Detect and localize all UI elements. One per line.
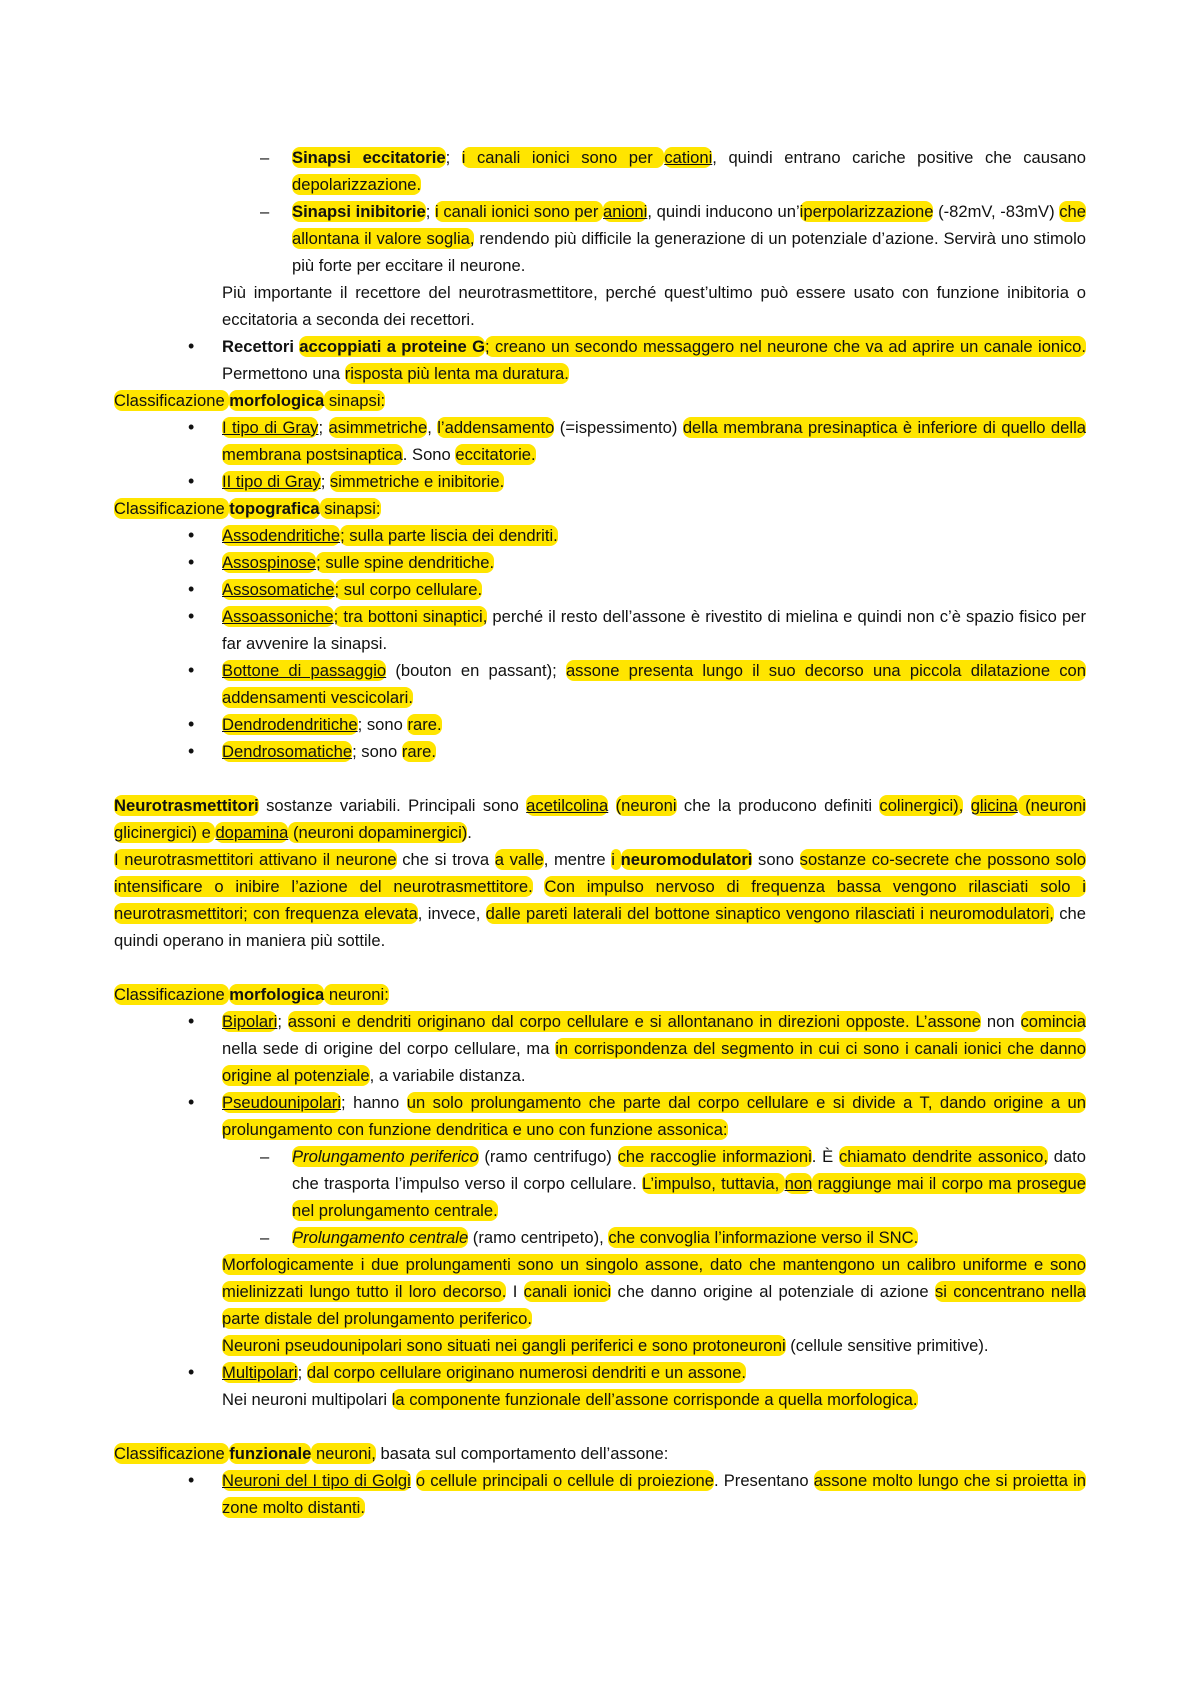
paragraph — [114, 387, 1086, 414]
text-span: Più importante il recettore del neurotrasmettitore, perché quest’ultimo può essere usato con funzione inibitoria o eccitatoria a seconda dei recettori. — [222, 283, 1086, 329]
dash-item — [260, 1143, 1087, 1224]
highlighted-text: l’addensamento — [437, 418, 555, 437]
text-span: ; — [445, 148, 462, 167]
highlighted-text: acetilcolina — [526, 796, 609, 815]
highlighted-text: Dendrosomatiche — [222, 742, 353, 761]
bullet-item — [188, 711, 1086, 738]
text-span: (-82mV, -83mV) — [933, 202, 1060, 221]
highlighted-text: II tipo di Gray — [222, 472, 321, 491]
highlighted-text: Bottone di passaggio — [222, 661, 387, 680]
highlighted-text: Neuroni del I tipo di Golgi — [222, 1471, 411, 1490]
bullet-icon: • — [188, 417, 195, 437]
highlighted-text: anioni — [603, 202, 648, 221]
bullet-item — [188, 1008, 1086, 1089]
highlighted-text: della membrana presinaptica è inferiore di quello della membrana postsinaptica — [222, 418, 1086, 464]
highlighted-text: depolarizzazione. — [292, 175, 422, 194]
highlighted-text: Assoassoniche — [222, 607, 334, 626]
bullet-item — [188, 468, 1086, 495]
highlighted-text: Assodendritiche — [222, 526, 341, 545]
highlighted-text: ; tra bottoni sinaptici, — [333, 607, 488, 626]
highlighted-text: Classificazione — [114, 1444, 230, 1463]
highlighted-text: neuromodulatori — [620, 850, 753, 869]
text-span: Recettori — [222, 337, 300, 356]
highlighted-text: un solo prolungamento che parte dal corpo cellulare e si divide a T, dando origine a un prolungamento con funzione dendritica e uno con funzione assonica: — [222, 1093, 1086, 1139]
highlighted-text: si concentrano nella parte distale del prolungamento periferico. — [222, 1282, 1086, 1328]
paragraph — [114, 1440, 1086, 1467]
bullet-icon: • — [188, 660, 195, 680]
bullet-icon: • — [188, 552, 195, 572]
text-span: (=ispessimento) — [554, 418, 683, 437]
highlighted-text: sostanze co-secrete che possono solo intensificare o inibire l’azione del neurotrasmettitore. — [114, 850, 1086, 896]
text-span: . È — [811, 1147, 839, 1166]
highlighted-text: funzionale — [229, 1444, 312, 1463]
highlighted-text: Assospinose — [222, 553, 317, 572]
bullet-item — [188, 1089, 1086, 1143]
text-span: , quindi entrano cariche positive che causano — [712, 148, 1086, 167]
highlighted-text: rare. — [401, 742, 437, 761]
highlighted-text: ; sul corpo cellulare. — [334, 580, 483, 599]
highlighted-text: assoni e dendriti originano dal corpo cellulare e si allontanano in direzioni opposte. L’assone — [287, 1012, 981, 1031]
bullet-item — [188, 1359, 1086, 1386]
text-span: perché il resto dell’assone è rivestito di mielina e quindi non c’è spazio fisico per far avvenire la sinapsi. — [222, 607, 1086, 653]
highlighted-text: che convoglia l’informazione verso il SNC. — [608, 1228, 919, 1247]
dash-icon: – — [260, 1228, 270, 1247]
document-page — [114, 144, 1086, 1521]
text-span: ; — [320, 472, 330, 491]
text-span: ; sono — [357, 715, 408, 734]
text-span: ; — [297, 1363, 307, 1382]
highlighted-text: (neuroni — [615, 796, 677, 815]
text-span: , a variabile distanza. — [369, 1066, 526, 1085]
text-span: sono — [752, 850, 800, 869]
highlighted-text: sinapsi: — [319, 499, 381, 518]
text-span: . — [467, 823, 472, 842]
text-span: non — [980, 1012, 1021, 1031]
bullet-item — [188, 1467, 1086, 1521]
highlighted-text: Classificazione — [114, 391, 230, 410]
dash-icon: – — [260, 202, 270, 221]
highlighted-text: Classificazione — [114, 985, 230, 1004]
dash-icon: – — [260, 148, 270, 167]
text-span: ; — [318, 418, 329, 437]
highlighted-text: Neurotrasmettitori — [114, 796, 259, 815]
text-span: , mentre — [543, 850, 612, 869]
paragraph — [114, 846, 1086, 954]
highlighted-text: asimmetriche — [328, 418, 428, 437]
highlighted-text: a valle — [494, 850, 544, 869]
text-span: (ramo centrifugo) — [478, 1147, 618, 1166]
highlighted-text: sinapsi: — [324, 391, 386, 410]
highlighted-text: morfologica — [229, 391, 325, 410]
highlighted-text: raggiunge mai il corpo ma prosegue nel prolungamento centrale. — [292, 1174, 1086, 1220]
bullet-item — [188, 576, 1086, 603]
highlighted-text: dalle pareti laterali del bottone sinaptico vengono rilasciati i neuromodulatori, — [485, 904, 1054, 923]
text-span: . Presentano — [714, 1471, 814, 1490]
bullet-item — [188, 738, 1086, 765]
text-span: che la producono definiti — [676, 796, 880, 815]
highlighted-text: risposta più lenta ma duratura. — [344, 364, 569, 383]
highlighted-text: Pseudounipolari — [222, 1093, 342, 1112]
dash-item — [260, 144, 1086, 198]
highlighted-text: morfologica — [229, 985, 325, 1004]
bullet-item — [188, 657, 1086, 711]
blank-line — [114, 954, 1086, 981]
highlighted-text: i canali ionici sono per — [461, 148, 665, 167]
bullet-item — [188, 414, 1086, 468]
paragraph — [114, 495, 1086, 522]
dash-icon: – — [260, 1147, 270, 1166]
highlighted-text: canali ionici — [523, 1282, 612, 1301]
blank-line — [114, 765, 1086, 792]
highlighted-text: Bipolari — [222, 1012, 278, 1031]
highlighted-text: i — [611, 850, 621, 869]
text-span: nella sede di origine del corpo cellulare, ma — [222, 1039, 556, 1058]
highlighted-text: chiamato dendrite assonico, — [839, 1147, 1048, 1166]
bullet-item — [188, 603, 1086, 657]
highlighted-text: neuroni, — [311, 1444, 376, 1463]
highlighted-text: la componente funzionale dell’assone corrisponde a quella morfologica. — [391, 1390, 918, 1409]
bullet-icon: • — [188, 336, 195, 356]
bullet-icon: • — [188, 471, 195, 491]
highlighted-text: glicina — [970, 796, 1018, 815]
bullet-icon: • — [188, 606, 195, 626]
highlighted-text: assone presenta lungo il suo decorso una piccola dilatazione con addensamenti vescicolari. — [222, 661, 1086, 707]
highlighted-text: neuroni: — [324, 985, 389, 1004]
highlighted-text: dal corpo cellulare originano numerosi dendriti e un assone. — [306, 1363, 746, 1382]
highlighted-text: non — [784, 1174, 813, 1193]
highlighted-text: rare. — [407, 715, 442, 734]
highlighted-text: ; sulle spine dendritiche. — [316, 553, 495, 572]
highlighted-text: (neuroni glicinergici) e — [114, 796, 1086, 842]
highlighted-text: iperpolarizzazione — [799, 202, 934, 221]
text-span: (cellule sensitive primitive). — [785, 1336, 989, 1355]
bullet-item — [188, 333, 1086, 387]
highlighted-text: L’impulso, tuttavia, — [642, 1174, 785, 1193]
highlighted-text: Prolungamento periferico — [292, 1147, 479, 1166]
paragraph — [222, 1386, 1086, 1413]
highlighted-text: Prolungamento centrale — [292, 1228, 469, 1247]
text-span: ; sono — [352, 742, 402, 761]
text-span: Permettono una — [222, 364, 345, 383]
highlighted-text: dopamina — [215, 823, 289, 842]
text-span — [608, 796, 615, 815]
highlighted-text: Dendrodendritiche — [222, 715, 358, 734]
highlighted-text: in corrispondenza del segmento in cui ci sono i canali ionici che danno origine al potenziale — [222, 1039, 1086, 1085]
text-span: sostanze variabili. Principali sono — [258, 796, 527, 815]
text-span: ; — [277, 1012, 288, 1031]
highlighted-text: Neuroni pseudounipolari sono situati nei gangli periferici e sono protoneuroni — [222, 1336, 786, 1355]
bullet-icon: • — [188, 1470, 195, 1490]
highlighted-text: eccitatorie. — [455, 445, 536, 464]
text-span — [533, 877, 545, 896]
paragraph — [222, 1332, 1086, 1359]
dash-item — [260, 1224, 1086, 1251]
highlighted-text: Sinapsi inibitorie — [292, 202, 426, 221]
highlighted-text: ; creano un secondo messaggero nel neurone che va ad aprire un canale ionico. — [485, 337, 1086, 356]
highlighted-text: Assosomatiche — [222, 580, 335, 599]
bullet-item — [188, 549, 1086, 576]
highlighted-text: assone molto lungo che si proietta in zone molto distanti. — [222, 1471, 1086, 1517]
highlighted-text: Classificazione — [114, 499, 230, 518]
blank-line — [114, 1413, 1086, 1440]
text-span: rendendo più difficile la generazione di un potenziale d’azione. Servirà uno stimolo più forte per eccitare il neurone. — [292, 229, 1086, 275]
highlighted-text: simmetriche e inibitorie. — [329, 472, 505, 491]
bullet-icon: • — [188, 1092, 195, 1112]
paragraph — [114, 981, 1086, 1008]
text-span: , — [427, 418, 438, 437]
text-span: , invece, — [417, 904, 486, 923]
text-span — [963, 796, 970, 815]
text-span: ; — [425, 202, 435, 221]
text-span: I — [506, 1282, 524, 1301]
highlighted-text: I neurotrasmettitori attivano il neurone — [114, 850, 397, 869]
highlighted-text: I tipo di Gray — [222, 418, 319, 437]
text-span: ; hanno — [341, 1093, 407, 1112]
bullet-item — [188, 522, 1086, 549]
text-span: dato che trasporta l’impulso verso il corpo cellulare. — [292, 1147, 1087, 1193]
highlighted-text: Morfologicamente i due prolungamenti sono un singolo assone, dato che mantengono un calibro uniforme e sono mielinizzati lungo tutto il loro decorso. — [222, 1255, 1086, 1301]
bullet-icon: • — [188, 1011, 195, 1031]
text-span: basata sul comportamento dell’assone: — [375, 1444, 669, 1463]
highlighted-text: cationi — [664, 148, 713, 167]
text-span: Nei neuroni multipolari — [222, 1390, 392, 1409]
bullet-icon: • — [188, 741, 195, 761]
highlighted-text: Multipolari — [222, 1363, 298, 1382]
bullet-icon: • — [188, 579, 195, 599]
bullet-icon: • — [188, 525, 195, 545]
highlighted-text: accoppiati a proteine G — [299, 337, 486, 356]
bullet-icon: • — [188, 714, 195, 734]
highlighted-text: che raccoglie informazioni — [617, 1147, 812, 1166]
highlighted-text: (neuroni dopaminergici) — [288, 823, 468, 842]
paragraph — [222, 279, 1086, 333]
highlighted-text: comincia — [1020, 1012, 1086, 1031]
text-span: che si trova — [396, 850, 495, 869]
highlighted-text: o cellule principali o cellule di proiezione — [415, 1471, 715, 1490]
text-span: , quindi inducono un’ — [647, 202, 800, 221]
highlighted-text: ; sulla parte liscia dei dendriti. — [340, 526, 558, 545]
highlighted-text: i canali ionici sono per — [435, 202, 604, 221]
text-span: . Sono — [402, 445, 456, 464]
highlighted-text: colinergici), — [879, 796, 964, 815]
text-span: che quindi operano in maniera più sottile. — [114, 904, 1086, 950]
highlighted-text: topografica — [229, 499, 320, 518]
text-span: (bouton en passant); — [386, 661, 566, 680]
dash-item — [260, 198, 1087, 279]
paragraph — [114, 792, 1086, 846]
paragraph — [222, 1251, 1086, 1332]
highlighted-text: che allontana il valore soglia, — [292, 202, 1087, 248]
text-span: (ramo centripeto), — [468, 1228, 609, 1247]
text-span: che danno origine al potenziale di azione — [611, 1282, 935, 1301]
highlighted-text: Sinapsi eccitatorie — [292, 148, 446, 167]
highlighted-text: Con impulso nervoso di frequenza bassa vengono rilasciati solo i neurotrasmettitori; con frequenza elevata — [114, 877, 1086, 923]
bullet-icon: • — [188, 1362, 195, 1382]
